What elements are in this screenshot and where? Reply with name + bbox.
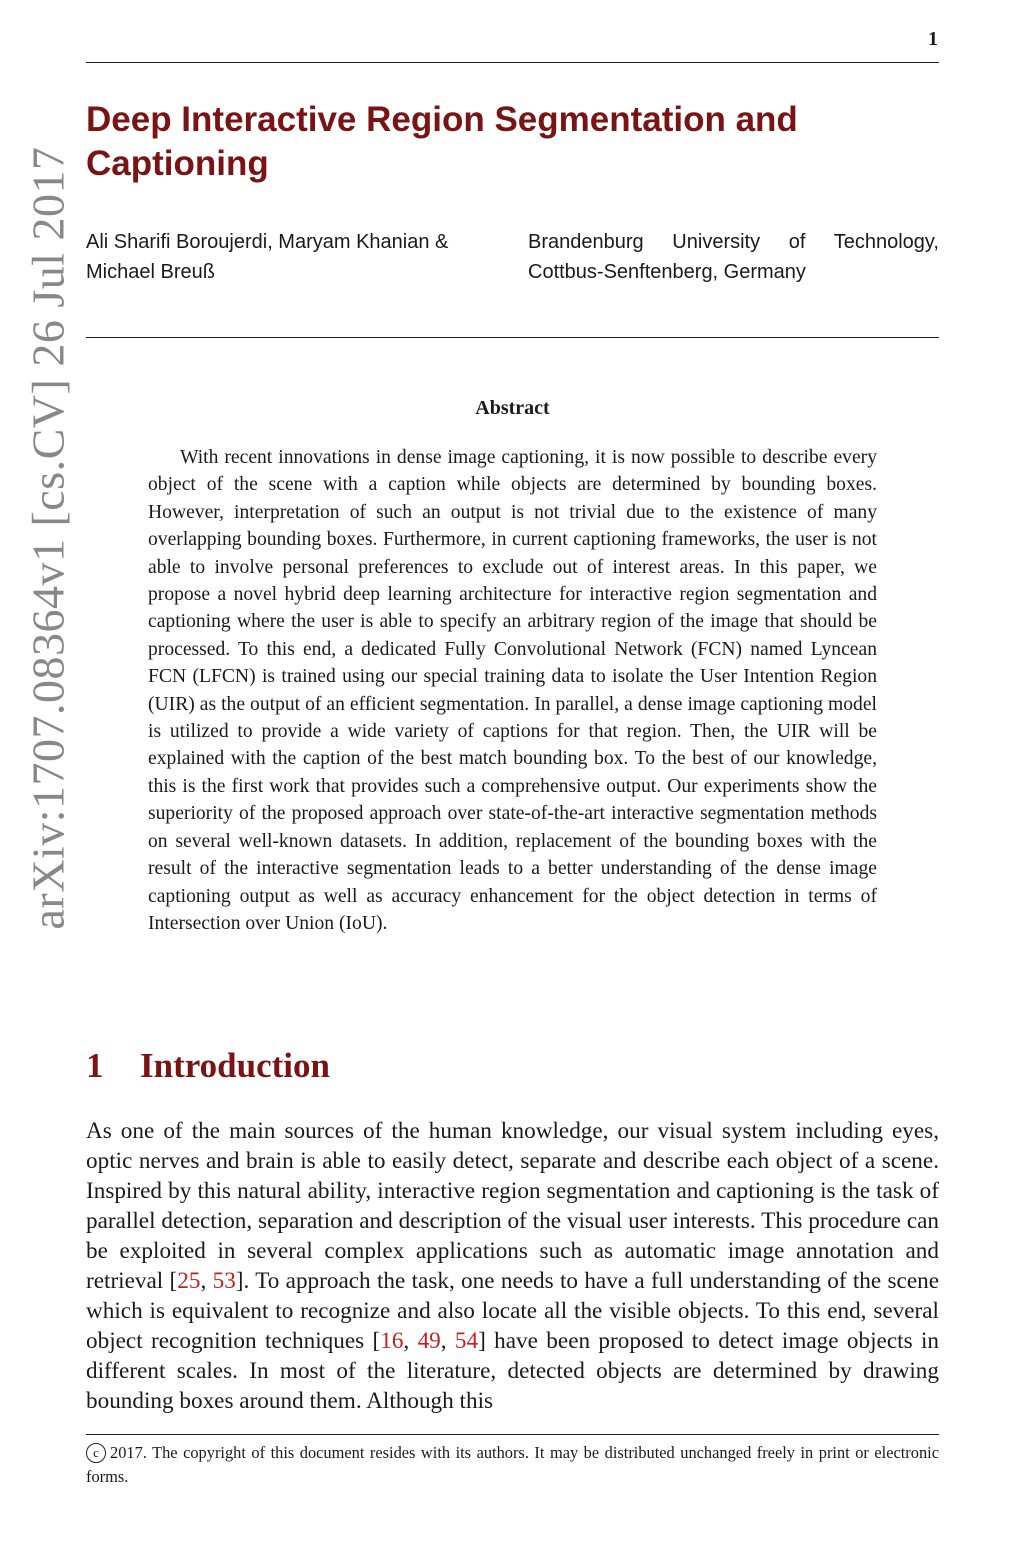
abstract-heading: Abstract	[475, 397, 550, 419]
section-title: Introduction	[140, 1046, 330, 1085]
intro-text-3: ] have been proposed to detect image objects in different scales. In most of the literature, detected objects are determined by drawing bounding boxes around them. Although this	[86, 1328, 939, 1414]
abstract-text: With recent innovations in dense image captioning, it is now possible to describe every object of the scene with a caption while objects are determined by bounding boxes. However, interpretation of such an output is not trivial due to the existence of many overlapping bounding boxes. Furthermore, in current captioning frameworks, the user is not able to involve personal preferences to exclude out of interest areas. In this paper, we propose a novel hybrid deep learning architecture for interactive region segmentation and captioning where the user is able to specify an arbitrary region of the image that should be processed. To this end, a dedicated Fully Convolutional Network (FCN) named Lyncean FCN (LFCN) is trained using our special training data to isolate the User Intention Region (UIR) as the output of an efficient segmentation. In parallel, a dense image captioning model is utilized to provide a wide variety of captions for that region. Then, the UIR will be explained with the caption of the best match bounding box. To the best of our knowledge, this is the first work that provides such a comprehensive output. Our experiments show the superiority of the proposed approach over state-of-the-art interactive segmentation methods on several well-known datasets. In addition, replacement of the bounding boxes with the result of the interactive segmentation leads to a better understanding of the dense image captioning output as well as accuracy enhancement for the object detection in terms of Intersection over Union (IoU).	[148, 447, 877, 934]
citation-link[interactable]: 25	[177, 1268, 201, 1294]
citation-link[interactable]: 16	[380, 1328, 404, 1354]
copyright-footnote	[86, 1441, 939, 1489]
section-heading	[86, 1046, 330, 1086]
copyright-icon: c	[86, 1443, 106, 1463]
header-rule	[86, 62, 939, 63]
section-number: 1	[86, 1046, 104, 1085]
intro-sep: ,	[440, 1328, 455, 1354]
footnote-text: 2017. The copyright of this document resides with its authors. It may be distributed unchanged freely in print or electronic forms.	[86, 1443, 939, 1486]
title-rule	[86, 337, 939, 338]
affiliation: Brandenburg University of Technology, Cottbus-Senftenberg, Germany	[528, 231, 939, 283]
authors: Ali Sharifi Boroujerdi, Maryam Khanian & Michael Breuß	[86, 231, 449, 283]
footnote-rule	[86, 1434, 939, 1435]
paper-title: Deep Interactive Region Segmentation and Captioning	[86, 100, 798, 183]
citation-link[interactable]: 53	[212, 1268, 236, 1294]
intro-text-1: As one of the main sources of the human knowledge, our visual system including eyes, optic nerves and brain is able to easily detect, separate and describe each object of a scene. Inspired by this natural ability, interactive region segmentation and captioning is the task of parallel detection, separation and description of the visual user interests. This procedure can be exploited in several complex applications such as automatic image annotation and retrieval [	[86, 1118, 939, 1294]
citation-link[interactable]: 49	[417, 1328, 441, 1354]
intro-paragraph	[86, 1116, 939, 1416]
page-number: 1	[928, 28, 938, 50]
citation-link[interactable]: 54	[454, 1328, 479, 1354]
arxiv-stamp: arXiv:1707.08364v1 [cs.CV] 26 Jul 2017	[22, 146, 74, 930]
intro-sep: ,	[403, 1328, 418, 1354]
intro-sep: ,	[200, 1268, 213, 1294]
intro-text-2: ]. To approach the task, one needs to have a full understanding of the scene which is equivalent to recognize and also locate all the visible objects. To this end, several object recognition techniques [	[86, 1268, 940, 1354]
